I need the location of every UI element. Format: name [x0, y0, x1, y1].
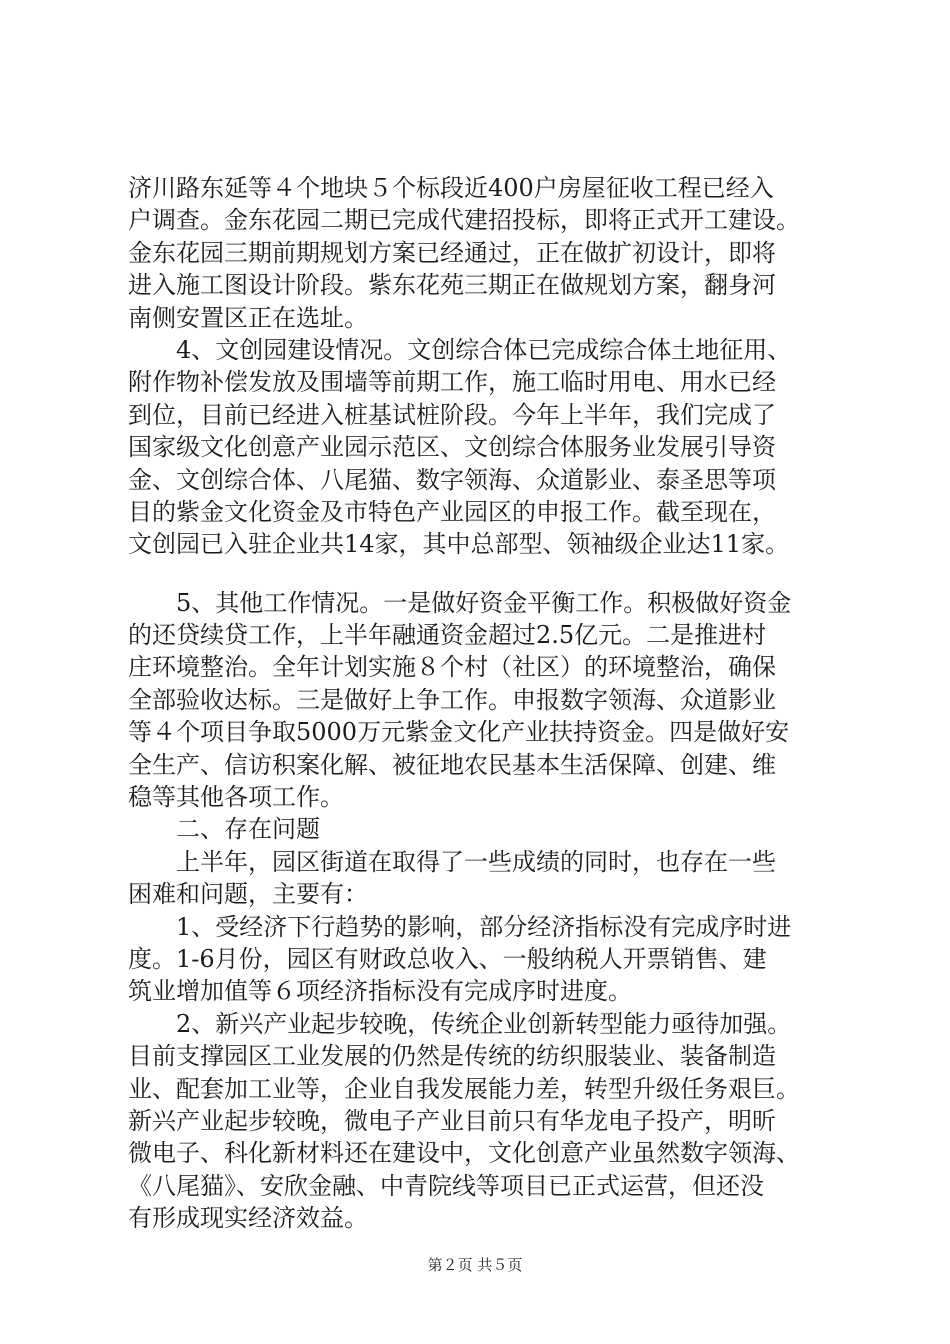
paragraph-gap: [128, 561, 852, 587]
text-block: [128, 172, 852, 561]
text-line: 上半年，园区街道在取得了一些成绩的同时，也存在一些: [128, 847, 776, 876]
text-line: 微电子、科化新材料还在建设中，文化创意产业虽然数字领海、: [128, 1139, 800, 1168]
text-line: 筑业增加值等６项经济指标没有完成序时进度。: [128, 977, 632, 1006]
text-line: 度。1-6月份，园区有财政总收入、一般纳税人开票销售、建: [128, 944, 767, 973]
text-line: 金、文创综合体、八尾猫、数字领海、众道影业、泰圣思等项: [128, 465, 776, 494]
text-line: 国家级文化创意产业园示范区、文创综合体服务业发展引导资: [128, 433, 776, 462]
text-line: 户调查。金东花园二期已完成代建招投标，即将正式开工建设。: [128, 206, 800, 235]
document-body: [128, 172, 852, 1235]
text-line: 2、新兴产业起步较晚，传统企业创新转型能力亟待加强。: [128, 1009, 792, 1038]
text-line: 济川路东延等４个地块５个标段近400户房屋征收工程已经入: [128, 174, 774, 202]
text-line: 的还贷续贷工作，上半年融通资金超过2.5亿元。二是推进村: [128, 621, 767, 650]
section-heading: 二、存在问题: [128, 815, 320, 844]
text-line: 5、其他工作情况。一是做好资金平衡工作。积极做好资金: [128, 588, 792, 617]
text-line: 庄环境整治。全年计划实施８个村（社区）的环境整治，确保: [128, 653, 776, 682]
text-block: [128, 587, 852, 1235]
text-line: 目的紫金文化资金及市特色产业园区的申报工作。截至现在，: [128, 497, 776, 526]
text-line: 文创园已入驻企业共14家，其中总部型、领袖级企业达11家。: [128, 530, 790, 559]
text-line: 稳等其他各项工作。: [128, 783, 344, 812]
text-line: 全生产、信访积案化解、被征地农民基本生活保障、创建、维: [128, 750, 776, 779]
text-line: 有形成现实经济效益。: [128, 1204, 368, 1233]
text-line: 1、受经济下行趋势的影响，部分经济指标没有完成序时进: [128, 912, 792, 941]
text-line: 业、配套加工业等，企业自我发展能力差，转型升级任务艰巨。: [128, 1074, 800, 1103]
text-line: 新兴产业起步较晚，微电子产业目前只有华龙电子投产，明昕: [128, 1106, 776, 1135]
text-line: 金东花园三期前期规划方案已经通过，正在做扩初设计，即将: [128, 238, 776, 267]
text-line: 全部验收达标。三是做好上争工作。申报数字领海、众道影业: [128, 685, 776, 714]
text-line: 困难和问题，主要有：: [128, 880, 368, 909]
text-line: 4、文创园建设情况。文创综合体已完成综合体土地征用、: [128, 335, 792, 364]
text-line: 附作物补偿发放及围墙等前期工作，施工临时用电、用水已经: [128, 368, 776, 397]
text-line: 等４个项目争取5000万元紫金文化产业扶持资金。四是做好安: [128, 718, 790, 747]
text-line: 南侧安置区正在选址。: [128, 303, 368, 332]
page-footer: [0, 1255, 950, 1275]
text-line: 目前支撑园区工业发展的仍然是传统的纺织服装业、装备制造: [128, 1042, 776, 1071]
page-number-label: 第２页 共５页: [427, 1256, 523, 1274]
text-line: 进入施工图设计阶段。紫东花苑三期正在做规划方案，翻身河: [128, 271, 776, 300]
text-line: 《八尾猫》、安欣金融、中青院线等项目已正式运营，但还没: [128, 1171, 764, 1200]
text-line: 到位，目前已经进入桩基试桩阶段。今年上半年，我们完成了: [128, 400, 776, 429]
